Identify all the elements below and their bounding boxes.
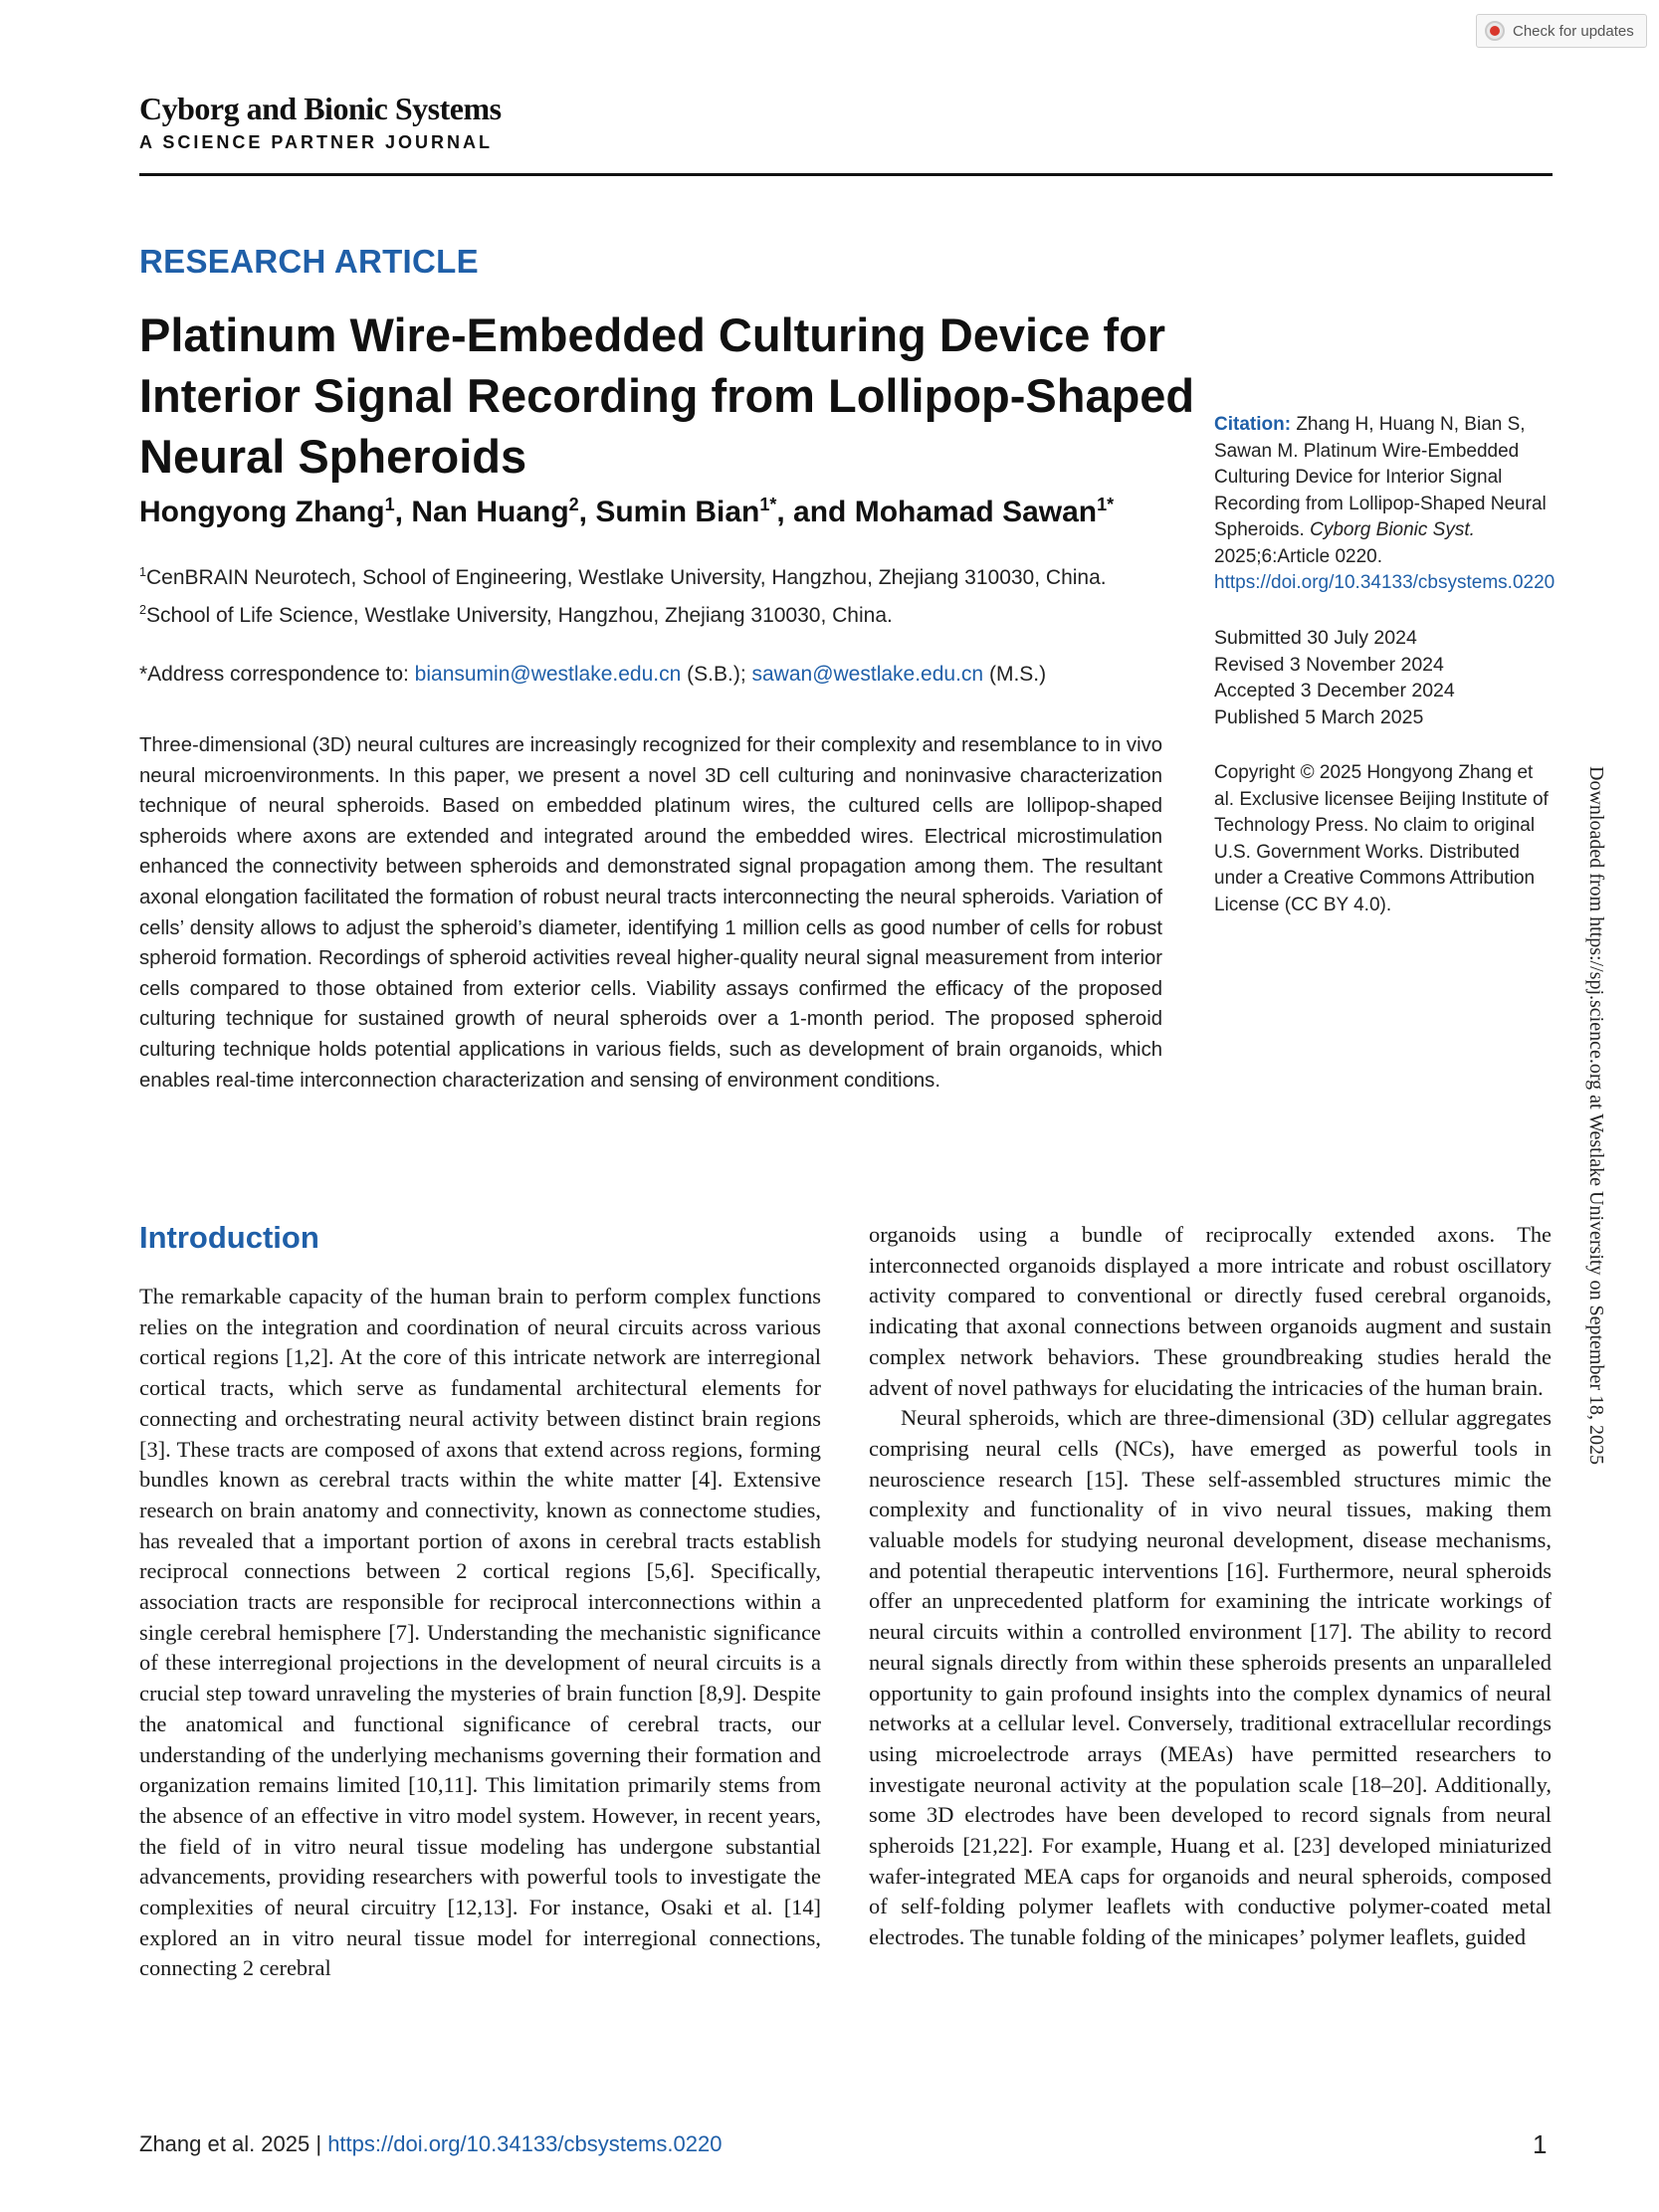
body-column-right xyxy=(869,1220,1552,1953)
author-affiliation-mark: 1 xyxy=(384,495,395,514)
author-name: Mohamad Sawan xyxy=(854,496,1098,528)
correspondence xyxy=(139,663,1046,687)
crossmark-icon xyxy=(1485,21,1505,41)
date-revised: Revised 3 November 2024 xyxy=(1214,653,1444,676)
author-separator: , and xyxy=(776,496,855,528)
email-link-sawan[interactable]: sawan@westlake.edu.cn xyxy=(751,663,984,686)
citation-details: 2025;6:Article 0220. xyxy=(1214,545,1383,567)
citation-box xyxy=(1214,412,1553,597)
correspondence-prefix: *Address correspondence to: xyxy=(139,663,415,686)
email-link-bian[interactable]: biansumin@westlake.edu.cn xyxy=(414,663,682,686)
journal-name: Cyborg and Bionic Systems xyxy=(139,91,502,126)
affiliation-number: 1 xyxy=(139,565,147,579)
check-for-updates-label: Check for updates xyxy=(1513,22,1634,40)
date-submitted: Submitted 30 July 2024 xyxy=(1214,627,1417,649)
body-column-left xyxy=(139,1282,821,1984)
footer-doi-link[interactable]: https://doi.org/10.34133/cbsystems.0220 xyxy=(327,2131,723,2156)
download-notice: Downloaded from https://spj.science.org at Westlake University on September 18, 2025 xyxy=(1585,766,1607,1465)
author-name: Sumin Bian xyxy=(595,496,760,528)
publication-dates xyxy=(1214,625,1455,730)
citation-label: Citation: xyxy=(1214,414,1292,435)
author-name: Nan Huang xyxy=(411,496,569,528)
article-title: Platinum Wire-Embedded Culturing Device for Interior Signal Recording from Lollipop-Shaped Neural Spheroids xyxy=(139,308,1195,483)
abstract: Three-dimensional (3D) neural cultures are increasingly recognized for their complexity and resemblance to in vivo neural microenvironments. In this paper, we present a novel 3D cell culturing and noninvasive characterization technique of neural spheroids. Based on embedded platinum wires, the cultured cells are lollipop-shaped spheroids where axons are extended and integrated around the embedded wires. Electrical microstimulation enhanced the connectivity between spheroids and demonstrated signal propagation among them. The resultant axonal elongation facilitated the formation of robust neural tracts interconnecting the neural spheroids. Variation of cells’ density allows to adjust the spheroid’s diameter, identifying 1 million cells as good number of cells for robust spheroid formation. Recordings of spheroid activities reveal higher-quality neural signal measurement from interior cells compared to those obtained from exterior cells. Viability assays confirmed the efficacy of the proposed culturing technique for sustained growth of neural spheroids over a 1-month period. The proposed spheroid culturing technique holds potential applications in various fields, such as development of brain organoids, which enables real-time interconnection characterization and sensing of environment conditions. xyxy=(139,734,1162,1092)
citation-text: Zhang H, Huang N, Bian S, Sawan M. Platinum Wire-Embedded Culturing Device for Interior Signal Recording from Lollipop-Shaped Neural Spheroids. xyxy=(1214,414,1547,540)
body-paragraph: organoids using a bundle of reciprocally extended axons. The interconnected organoids displayed a more intricate and robust oscillatory activity compared to conventional or directly fused cerebral organoids, indicating that axonal connections between organoids augment and sustain complex network behaviors. These groundbreaking studies herald the advent of novel pathways for elucidating the intricacies of the human brain. xyxy=(869,1222,1552,1400)
body-paragraph: Neural spheroids, which are three-dimensional (3D) cellular aggregates comprising neural cells (NCs), have emerged as powerful tools in neuroscience research [15]. These self-assembled structures mimic the complexity and functionality of in vivo neural tissues, making them valuable models for studying neuronal development, disease mechanisms, and potential therapeutic interventions [16]. Furthermore, neural spheroids offer an unprecedented platform for examining the intricate workings of neural circuits within a controlled environment [17]. The ability to record neural signals directly from within these spheroids presents an unparalleled opportunity to gain profound insights into the complex dynamics of neural networks at a cellular level. Conversely, traditional extracellular recordings using microelectrode arrays (MEAs) have permitted researchers to investigate neuronal activity at the population scale [18–20]. Additionally, some 3D electrodes have been developed to record signals from neural spheroids [21,22]. For example, Huang et al. [23] developed miniaturized wafer-integrated MEA caps for organoids and neural spheroids, composed of self-folding polymer leaflets with conductive polymer-coated metal electrodes. The tunable folding of the minicapes’ polymer leaflets, guided xyxy=(869,1405,1552,1950)
journal-subtitle: A SCIENCE PARTNER JOURNAL xyxy=(139,132,494,153)
author-separator: , xyxy=(578,496,596,528)
footer-text: Zhang et al. 2025 | xyxy=(139,2131,328,2156)
author-affiliation-mark: 2 xyxy=(568,495,579,514)
affiliations xyxy=(139,559,1107,635)
correspondence-suffix: (M.S.) xyxy=(983,663,1047,686)
body-paragraph: The remarkable capacity of the human brain to perform complex functions relies on the integration and coordination of neural circuits across various cortical regions [1,2]. At the core of this intricate network are interregional cortical tracts, which serve as fundamental architectural elements for connecting and orchestrating neural activity between distinct brain regions [3]. These tracts are composed of axons that extend across regions, forming bundles known as cerebral tracts within the white matter [4]. Extensive research on brain anatomy and connectivity, known as connectome studies, has revealed that a important portion of axons in cerebral tracts establish reciprocal connections between 2 cortical regions [5,6]. Specifically, association tracts are responsible for reciprocal interconnections within a single cerebral hemisphere [7]. Understanding the mechanistic significance of these interregional projections in the development of neural circuits is a crucial step toward unraveling the mysteries of brain function [8,9]. Despite the anatomical and functional significance of cerebral tracts, our understanding of the underlying mechanisms governing their formation and organization remains limited [10,11]. This limitation primarily stems from the absence of an effective in vitro model system. However, in recent years, the field of in vitro neural tissue modeling has undergone substantial advancements, providing researchers with powerful tools to investigate the complexities of neural circuitry [12,13]. For instance, Osaki et al. [14] explored an in vitro neural tissue model for interregional connections, connecting 2 cerebral xyxy=(139,1284,821,1981)
citation-doi-link[interactable]: https://doi.org/10.34133/cbsystems.0220 xyxy=(1214,572,1555,593)
affiliation xyxy=(139,559,1107,597)
page-footer xyxy=(139,2131,722,2157)
affiliation-text: School of Life Science, Westlake University, Hangzhou, Zhejiang 310030, China. xyxy=(146,604,893,627)
affiliation-number: 2 xyxy=(139,603,147,617)
affiliation-text: CenBRAIN Neurotech, School of Engineering, Westlake University, Hangzhou, Zhejiang 310030, China. xyxy=(146,566,1107,589)
article-type: RESEARCH ARTICLE xyxy=(139,243,479,280)
citation-journal: Cyborg Bionic Syst. xyxy=(1310,519,1475,540)
date-accepted: Accepted 3 December 2024 xyxy=(1214,680,1455,702)
author-name: Hongyong Zhang xyxy=(139,496,385,528)
author-affiliation-mark: 1* xyxy=(1097,495,1115,514)
correspondence-separator: (S.B.); xyxy=(681,663,752,686)
section-heading-introduction: Introduction xyxy=(139,1220,319,1255)
affiliation xyxy=(139,597,1107,635)
author-separator: , xyxy=(394,496,412,528)
header-divider xyxy=(139,173,1553,176)
author-list xyxy=(139,496,1114,529)
date-published: Published 5 March 2025 xyxy=(1214,705,1424,728)
check-for-updates-button[interactable] xyxy=(1476,14,1647,48)
journal-header xyxy=(139,92,502,153)
author-affiliation-mark: 1* xyxy=(759,495,777,514)
page-number: 1 xyxy=(1533,2129,1548,2159)
copyright-notice: Copyright © 2025 Hongyong Zhang et al. Exclusive licensee Beijing Institute of Technology Press. No claim to original U.S. Government Works. Distributed under a Creative Commons Attribution License (CC BY 4.0). xyxy=(1214,762,1549,915)
